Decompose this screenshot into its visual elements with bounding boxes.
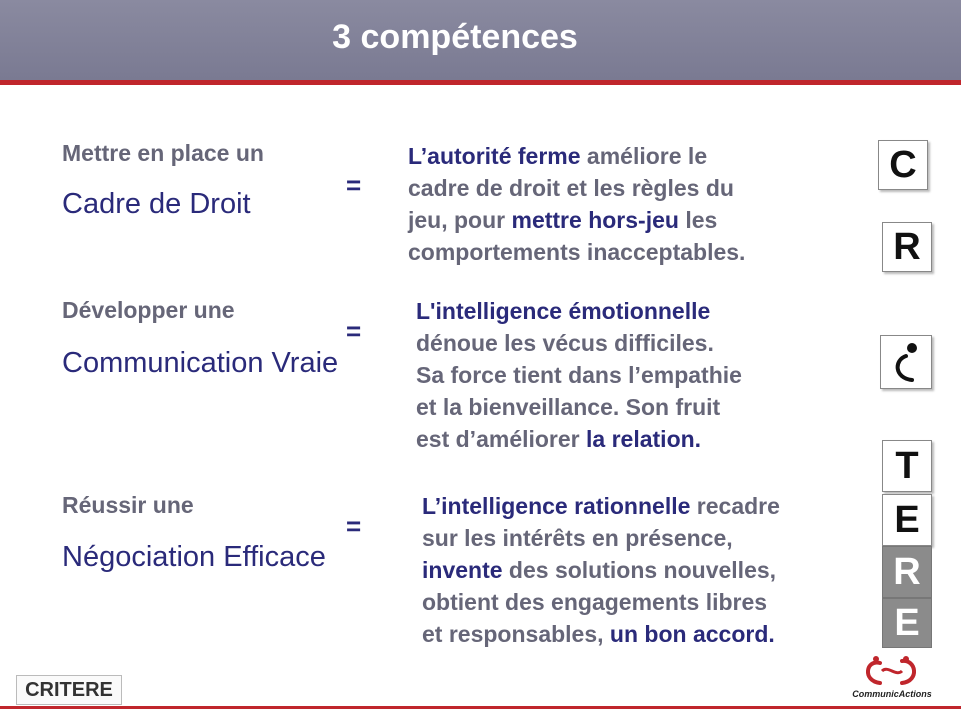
critere-logo (16, 675, 122, 705)
description-line (422, 522, 780, 554)
description-line (416, 359, 742, 391)
body-text: des solutions nouvelles, (502, 557, 777, 583)
letter-tile-e-dark: E (882, 598, 932, 648)
i-arc-icon (886, 340, 926, 384)
row-1-description (408, 140, 745, 268)
body-text: Sa force tient dans l’empathie (416, 362, 742, 388)
page-title: 3 compétences (332, 18, 578, 56)
body-text: et responsables, (422, 621, 610, 647)
row-1-label-big: Cadre de Droit (62, 188, 251, 220)
emphasis-text: invente (422, 557, 503, 583)
body-text: obtient des engagements libres (422, 589, 768, 615)
body-text: comportements inacceptables. (408, 239, 746, 265)
row-2-label-small: Développer une (62, 297, 235, 323)
emphasis-text: la relation. (586, 426, 702, 452)
row-3-label-small: Réussir une (62, 492, 194, 518)
emphasis-text: L’autorité ferme (408, 143, 581, 169)
communicactions-logo-text: CommunicActions (852, 689, 932, 699)
row-3-equals: = (346, 511, 362, 541)
description-line (422, 586, 780, 618)
body-text: jeu, pour (408, 207, 512, 233)
row-3-label-big: Négociation Efficace (62, 541, 326, 573)
description-line (416, 295, 742, 327)
body-text: les (678, 207, 718, 233)
description-line (408, 204, 745, 236)
letter-tile-c: C (878, 140, 928, 190)
body-text: recadre (690, 493, 780, 519)
description-line (408, 236, 745, 268)
description-line (408, 172, 745, 204)
critere-logo-text: CRITERE (25, 678, 113, 701)
row-2-equals: = (346, 316, 362, 346)
body-text: cadre de droit et les règles du (408, 175, 734, 201)
description-line (416, 423, 742, 455)
row-3-description (422, 490, 780, 650)
body-text: et la bienveillance. Son fruit (416, 394, 721, 420)
letter-tile-r-dark: R (882, 546, 932, 598)
body-text: est d’améliorer (416, 426, 587, 452)
letter-tile-r: R (882, 222, 932, 272)
header-divider (0, 80, 961, 85)
description-line (416, 391, 742, 423)
emphasis-text: L'intelligence émotionnelle (416, 298, 711, 324)
emphasis-text: un bon accord. (609, 621, 775, 647)
row-1-label-small: Mettre en place un (62, 140, 264, 166)
communicactions-logo (842, 655, 942, 703)
body-text: sur les intérêts en présence, (422, 525, 733, 551)
row-2-label-big: Communication Vraie (62, 347, 339, 379)
description-line (416, 327, 742, 359)
body-text: améliore le (580, 143, 708, 169)
row-1-equals: = (346, 170, 362, 200)
description-line (422, 554, 780, 586)
description-line (408, 140, 745, 172)
footer-divider (0, 706, 961, 709)
letter-tile-e: E (882, 494, 932, 546)
emphasis-text: L’intelligence rationnelle (422, 493, 691, 519)
letter-tile-i (880, 335, 932, 389)
row-2-description (416, 295, 742, 455)
letter-tile-t: T (882, 440, 932, 492)
description-line (422, 490, 780, 522)
communicactions-logo-icon (842, 655, 942, 689)
body-text: dénoue les vécus difficiles. (416, 330, 714, 356)
description-line (422, 618, 780, 650)
emphasis-text: mettre hors-jeu (511, 207, 679, 233)
